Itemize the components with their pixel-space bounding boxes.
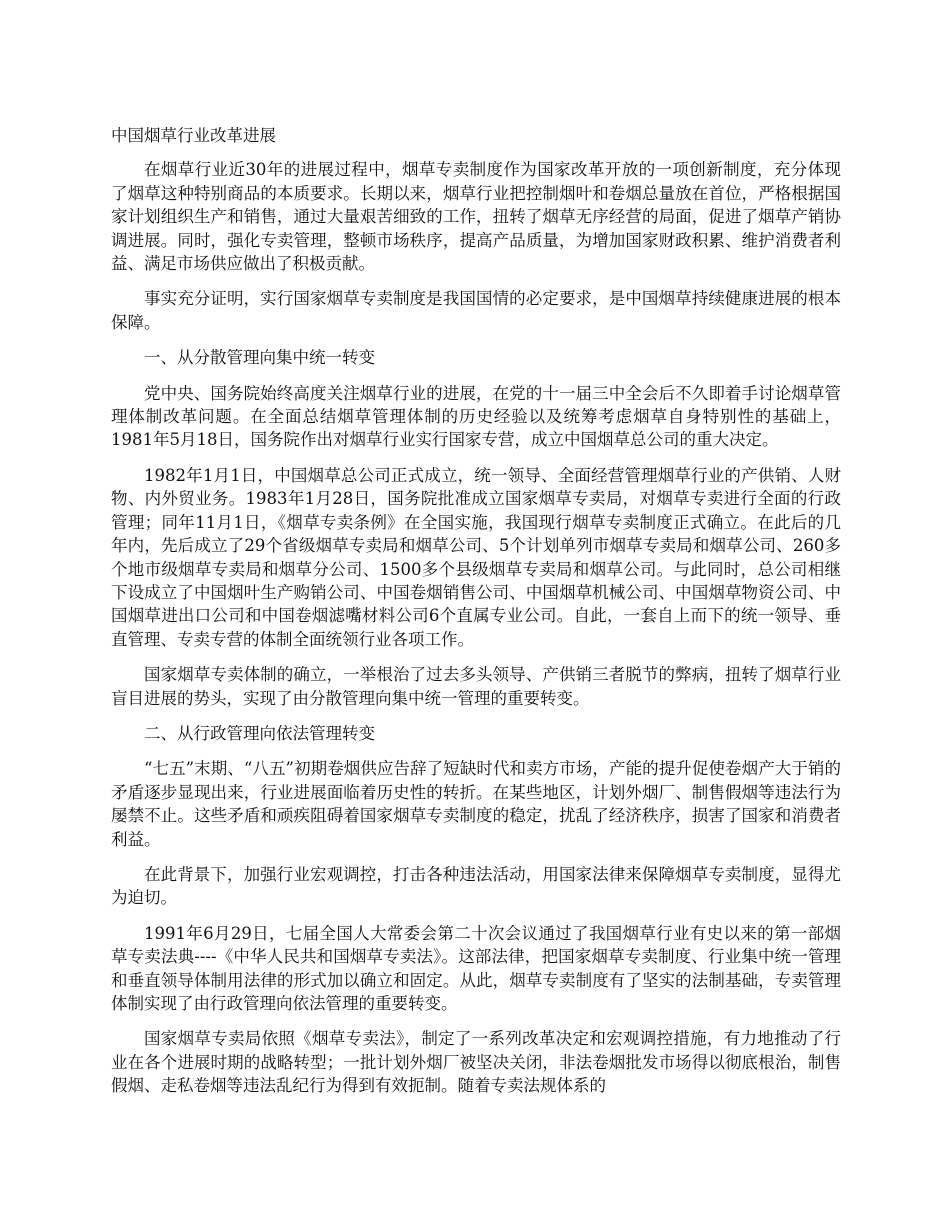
paragraph: 国家烟草专卖局依照《烟草专卖法》，制定了一系列改革决定和宏观调控措施，有力地推动了行业在各个进展时期的战略转型；一批计划外烟厂被坚决关闭，非法卷烟批发市场得以彻底根治，制售假烟、走私卷烟等违法乱纪行为得到有效扼制。随着专卖法规体系的: [111, 1029, 841, 1096]
paragraph: 在此背景下，加强行业宏观调控，打击各种违法活动，用国家法律来保障烟草专卖制度，显得尤为迫切。: [111, 864, 841, 908]
paragraph: 国家烟草专卖体制的确立，一举根治了过去多头领导、产供销三者脱节的弊病，扭转了烟草行业盲目进展的势头，实现了由分散管理向集中统一管理的重要转变。: [111, 665, 841, 708]
section-heading: 二、从行政管理向依法管理转变: [144, 723, 375, 743]
section-heading: 一、从分散管理向集中统一转变: [144, 348, 375, 368]
document-body: [111, 124, 841, 1110]
paragraph: “七五”末期、“八五”初期卷烟供应告辞了短缺时代和卖方市场，产能的提升促使卷烟产大于销的矛盾逐步显现出来，行业进展面临着历史性的转折。在某些地区，计划外烟厂、制售假烟等违法行为屡禁不止。这些矛盾和顽疾阻碍着国家烟草专卖制度的稳定，扰乱了经济秩序，损害了国家和消费者利益。: [111, 759, 841, 849]
paragraph: 在烟草行业近30年的进展过程中，烟草专卖制度作为国家改革开放的一项创新制度，充分体现了烟草这种特别商品的本质要求。长期以来，烟草行业把控制烟叶和卷烟总量放在首位，严格根据国家计划组织生产和销售，通过大量艰苦细致的工作，扭转了烟草无序经营的局面，促进了烟草产销协调进展。同时，强化专卖管理，整顿市场秩序，提高产品质量，为增加国家财政积累、维护消费者利益、满足市场供应做出了积极贡献。: [111, 160, 841, 274]
paragraph: 1991年6月29日，七届全国人大常委会第二十次会议通过了我国烟草行业有史以来的第一部烟草专卖法典----《中华人民共和国烟草专卖法》。这部法律，把国家烟草专卖制度、行业集中统一管理和垂直领导体制用法律的形式加以确立和固定。从此，烟草专卖制度有了坚实的法制基础，专卖管理体制实现了由行政管理向依法管理的重要转变。: [111, 923, 841, 1013]
paragraph: 事实充分证明，实行国家烟草专卖制度是我国国情的必定要求，是中国烟草持续健康进展的根本保障。: [111, 289, 841, 332]
paragraph: 党中央、国务院始终高度关注烟草行业的进展，在党的十一届三中全会后不久即着手讨论烟草管理体制改革问题。在全面总结烟草管理体制的历史经验以及统筹考虑烟草自身特别性的基础上，1981年5月18日，国务院作出对烟草行业实行国家专营，成立中国烟草总公司的重大决定。: [111, 383, 841, 450]
paragraph: 1982年1月1日，中国烟草总公司正式成立，统一领导、全面经营管理烟草行业的产供销、人财物、内外贸业务。1983年1月28日，国务院批准成立国家烟草专卖局，对烟草专卖进行全面的行政管理；同年11月1日，《烟草专卖条例》在全国实施，我国现行烟草专卖制度正式确立。在此后的几年内，先后成立了29个省级烟草专卖局和烟草公司、5个计划单列市烟草专卖局和烟草公司、260多个地市级烟草专卖局和烟草分公司、1500多个县级烟草专卖局和烟草公司。与此同时，总公司相继下设成立了中国烟叶生产购销公司、中国卷烟销售公司、中国烟草机械公司、中国烟草物资公司、中国烟草进出口公司和中国卷烟滤嘴材料公司6个直属专业公司。自此，一套自上而下的统一领导、垂直管理、专卖专营的体制全面统领行业各项工作。: [111, 465, 841, 649]
document-title: 中国烟草行业改革进展: [111, 126, 276, 145]
